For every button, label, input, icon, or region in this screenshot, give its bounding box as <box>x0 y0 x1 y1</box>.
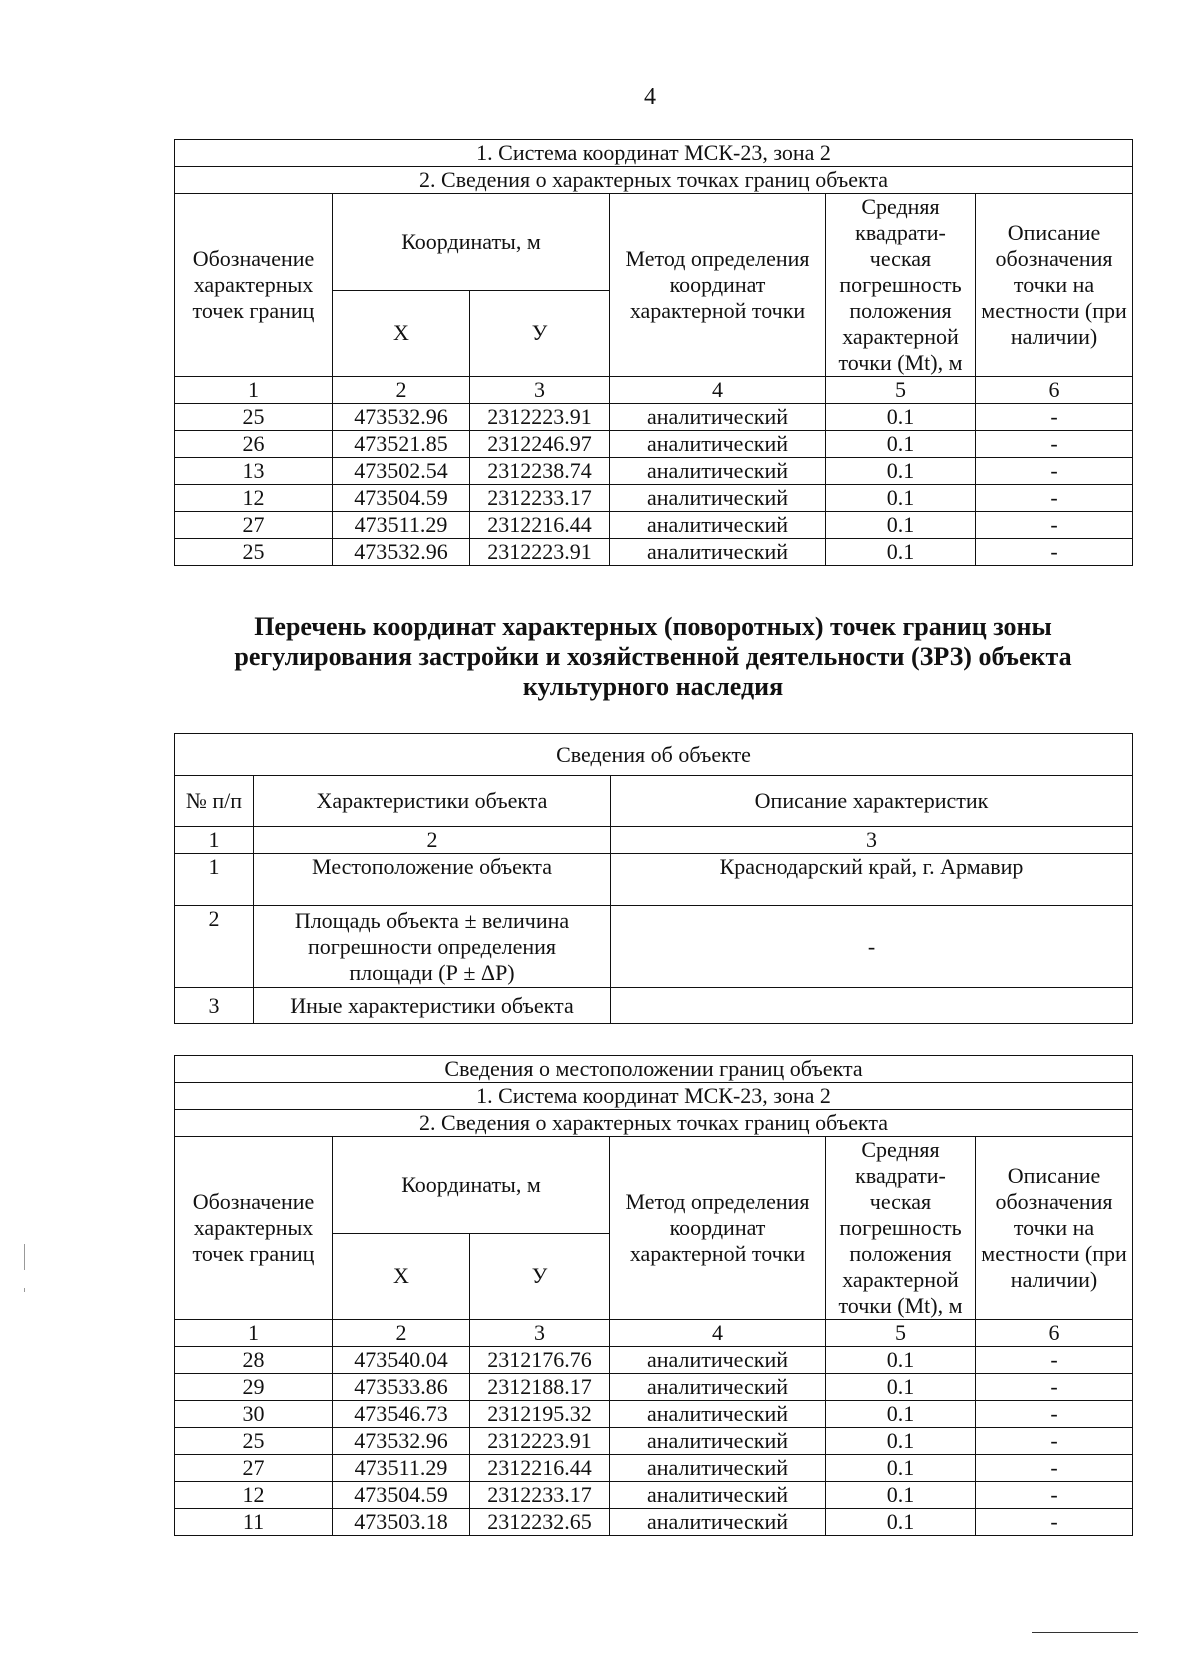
point-number: 30 <box>175 1401 333 1428</box>
x-coordinate: 473521.85 <box>333 431 470 458</box>
header-coordinates: Координаты, м <box>333 194 610 291</box>
header-y: У <box>470 1233 610 1319</box>
x-coordinate: 473502.54 <box>333 458 470 485</box>
y-coordinate: 2312233.17 <box>470 1482 610 1509</box>
description: - <box>976 539 1133 566</box>
item-name: Площадь объекта ± величина погрешности определения площади (Р ± ΔР) <box>254 906 611 988</box>
col-num: 2 <box>254 827 611 854</box>
col-num: 1 <box>175 827 254 854</box>
header-x: Х <box>333 1233 470 1319</box>
description: - <box>976 485 1133 512</box>
method: аналитический <box>610 1509 826 1536</box>
table-row <box>175 458 1133 485</box>
header-designation: Обозначение характерных точек границ <box>175 194 333 377</box>
y-coordinate: 2312223.91 <box>470 404 610 431</box>
table-row <box>175 1374 1133 1401</box>
item-number: 1 <box>175 854 254 906</box>
coordinate-system-title: 1. Система координат МСК-23, зона 2 <box>175 140 1133 167</box>
x-coordinate: 473532.96 <box>333 539 470 566</box>
method: аналитический <box>610 539 826 566</box>
header-method: Метод определения координат характерной точки <box>610 194 826 377</box>
method: аналитический <box>610 485 826 512</box>
header-method: Метод определения координат характерной точки <box>610 1137 826 1320</box>
mean-error: 0.1 <box>826 1401 976 1428</box>
col-num: 2 <box>333 1320 470 1347</box>
y-coordinate: 2312216.44 <box>470 1455 610 1482</box>
column-numbers-row <box>175 1320 1133 1347</box>
item-number: 3 <box>175 988 254 1024</box>
x-coordinate: 473546.73 <box>333 1401 470 1428</box>
y-coordinate: 2312233.17 <box>470 485 610 512</box>
col-num: 2 <box>333 377 470 404</box>
description: - <box>976 1509 1133 1536</box>
col-num: 4 <box>610 1320 826 1347</box>
section-title <box>174 612 1132 702</box>
margin-mark <box>24 1288 25 1292</box>
table-row <box>175 1347 1133 1374</box>
method: аналитический <box>610 1401 826 1428</box>
y-coordinate: 2312176.76 <box>470 1347 610 1374</box>
table1-body <box>175 404 1133 566</box>
points-section-title: 2. Сведения о характерных точках границ объекта <box>175 1110 1133 1137</box>
table-row <box>175 431 1133 458</box>
mean-error: 0.1 <box>826 512 976 539</box>
point-number: 27 <box>175 512 333 539</box>
table2-body <box>175 1347 1133 1536</box>
method: аналитический <box>610 1347 826 1374</box>
column-numbers-row <box>175 377 1133 404</box>
header-characteristics-description: Описание характеристик <box>611 776 1133 827</box>
table-row <box>175 512 1133 539</box>
y-coordinate: 2312238.74 <box>470 458 610 485</box>
header-mean-error: Средняя квадрати-ческая погрешность положения характерной точки (Мt), м <box>826 194 976 377</box>
description: - <box>976 1401 1133 1428</box>
item-value: Краснодарский край, г. Армавир <box>611 854 1133 906</box>
y-coordinate: 2312232.65 <box>470 1509 610 1536</box>
col-num: 1 <box>175 377 333 404</box>
y-coordinate: 2312246.97 <box>470 431 610 458</box>
x-coordinate: 473533.86 <box>333 1374 470 1401</box>
item-value <box>611 988 1133 1024</box>
mean-error: 0.1 <box>826 1482 976 1509</box>
location-section-title: Сведения о местоположении границ объекта <box>175 1056 1133 1083</box>
method: аналитический <box>610 1374 826 1401</box>
mean-error: 0.1 <box>826 404 976 431</box>
coordinate-system-title: 1. Система координат МСК-23, зона 2 <box>175 1083 1133 1110</box>
header-description: Описание обозначения точки на местности (при наличии) <box>976 1137 1133 1320</box>
table-row <box>175 1509 1133 1536</box>
method: аналитический <box>610 1455 826 1482</box>
x-coordinate: 473504.59 <box>333 485 470 512</box>
description: - <box>976 1374 1133 1401</box>
item-name: Местоположение объекта <box>254 854 611 906</box>
col-num: 4 <box>610 377 826 404</box>
x-coordinate: 473532.96 <box>333 404 470 431</box>
y-coordinate: 2312223.91 <box>470 539 610 566</box>
point-number: 25 <box>175 1428 333 1455</box>
point-number: 12 <box>175 1482 333 1509</box>
col-num: 3 <box>611 827 1133 854</box>
col-num: 5 <box>826 1320 976 1347</box>
point-number: 13 <box>175 458 333 485</box>
col-num: 3 <box>470 1320 610 1347</box>
table-row <box>175 1401 1133 1428</box>
method: аналитический <box>610 431 826 458</box>
header-characteristics: Характеристики объекта <box>254 776 611 827</box>
description: - <box>976 512 1133 539</box>
col-num: 6 <box>976 1320 1133 1347</box>
object-info-table <box>174 733 1133 1024</box>
description: - <box>976 1455 1133 1482</box>
point-number: 25 <box>175 539 333 566</box>
method: аналитический <box>610 404 826 431</box>
mean-error: 0.1 <box>826 485 976 512</box>
description: - <box>976 458 1133 485</box>
x-coordinate: 473511.29 <box>333 512 470 539</box>
coordinates-table-1 <box>174 139 1133 566</box>
table-row <box>175 1428 1133 1455</box>
col-num: 6 <box>976 377 1133 404</box>
y-coordinate: 2312223.91 <box>470 1428 610 1455</box>
description: - <box>976 431 1133 458</box>
header-row-number: № п/п <box>175 776 254 827</box>
section-title-line: Перечень координат характерных (поворотных) точек границ зоны <box>254 612 1052 641</box>
description: - <box>976 1428 1133 1455</box>
points-section-title: 2. Сведения о характерных точках границ объекта <box>175 167 1133 194</box>
point-number: 12 <box>175 485 333 512</box>
y-coordinate: 2312195.32 <box>470 1401 610 1428</box>
mean-error: 0.1 <box>826 1347 976 1374</box>
col-num: 5 <box>826 377 976 404</box>
method: аналитический <box>610 512 826 539</box>
margin-mark <box>24 1244 25 1270</box>
header-x: Х <box>333 290 470 376</box>
method: аналитический <box>610 458 826 485</box>
point-number: 11 <box>175 1509 333 1536</box>
x-coordinate: 473511.29 <box>333 1455 470 1482</box>
item-value: - <box>611 906 1133 988</box>
item-name: Иные характеристики объекта <box>254 988 611 1024</box>
x-coordinate: 473540.04 <box>333 1347 470 1374</box>
table-row <box>175 1455 1133 1482</box>
object-info-title: Сведения об объекте <box>175 734 1133 776</box>
method: аналитический <box>610 1428 826 1455</box>
coordinates-table-2 <box>174 1055 1133 1536</box>
point-number: 29 <box>175 1374 333 1401</box>
footer-rule <box>1032 1632 1138 1633</box>
mean-error: 0.1 <box>826 1509 976 1536</box>
mean-error: 0.1 <box>826 1455 976 1482</box>
mean-error: 0.1 <box>826 431 976 458</box>
x-coordinate: 473532.96 <box>333 1428 470 1455</box>
point-number: 28 <box>175 1347 333 1374</box>
mean-error: 0.1 <box>826 1428 976 1455</box>
col-num: 1 <box>175 1320 333 1347</box>
mean-error: 0.1 <box>826 1374 976 1401</box>
section-title-line: культурного наследия <box>522 672 784 701</box>
table-row <box>175 485 1133 512</box>
method: аналитический <box>610 1482 826 1509</box>
table-row <box>175 539 1133 566</box>
col-num: 3 <box>470 377 610 404</box>
header-designation: Обозначение характерных точек границ <box>175 1137 333 1320</box>
header-mean-error: Средняя квадрати-ческая погрешность положения характерной точки (Мt), м <box>826 1137 976 1320</box>
description: - <box>976 404 1133 431</box>
item-number: 2 <box>175 906 254 988</box>
point-number: 26 <box>175 431 333 458</box>
header-y: У <box>470 290 610 376</box>
x-coordinate: 473503.18 <box>333 1509 470 1536</box>
section-title-line: регулирования застройки и хозяйственной деятельности (ЗРЗ) объекта <box>234 642 1072 671</box>
header-coordinates: Координаты, м <box>333 1137 610 1234</box>
mean-error: 0.1 <box>826 539 976 566</box>
page-number: 4 <box>644 84 656 110</box>
table-row <box>175 404 1133 431</box>
mean-error: 0.1 <box>826 458 976 485</box>
y-coordinate: 2312188.17 <box>470 1374 610 1401</box>
x-coordinate: 473504.59 <box>333 1482 470 1509</box>
description: - <box>976 1482 1133 1509</box>
point-number: 25 <box>175 404 333 431</box>
point-number: 27 <box>175 1455 333 1482</box>
description: - <box>976 1347 1133 1374</box>
y-coordinate: 2312216.44 <box>470 512 610 539</box>
header-description: Описание обозначения точки на местности (при наличии) <box>976 194 1133 377</box>
table-row <box>175 1482 1133 1509</box>
